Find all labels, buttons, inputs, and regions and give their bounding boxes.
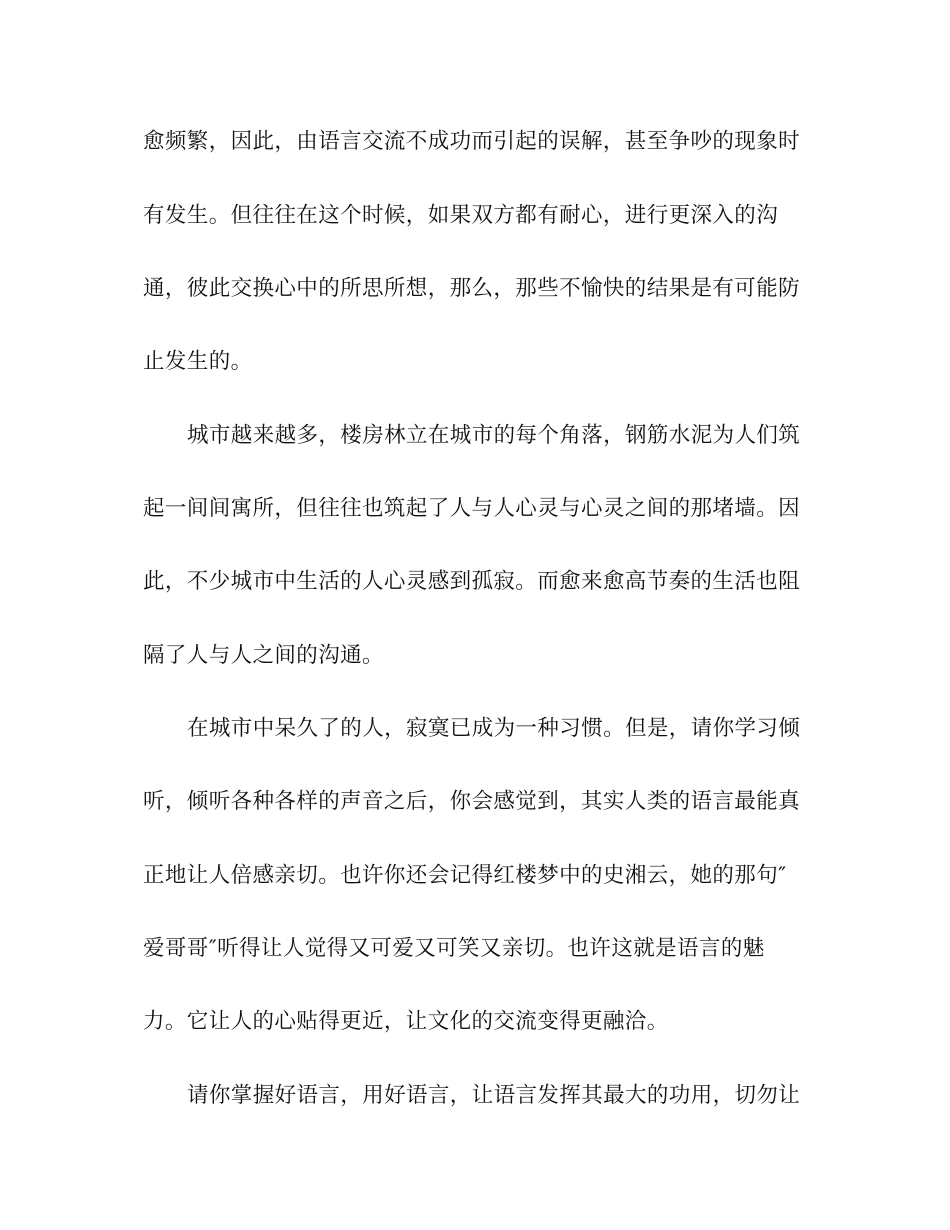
text-line: 此，不少城市中生活的人心灵感到孤寂。而愈来愈高节奏的生活也阻 bbox=[143, 569, 801, 594]
text-line: 愈频繁，因此，由语言交流不成功而引起的误解，甚至争吵的现象时 bbox=[143, 129, 801, 154]
paragraph-first-line: 城市越来越多，楼房林立在城市的每个角落，钢筋水泥为人们筑 bbox=[187, 423, 801, 448]
text-line: 起一间间寓所，但往往也筑起了人与人心灵与心灵之间的那堵墙。因 bbox=[143, 496, 801, 521]
text-line: 爱哥哥″听得让人觉得又可爱又可笑又亲切。也许这就是语言的魅 bbox=[143, 936, 765, 961]
text-line: 通，彼此交换心中的所思所想，那么，那些不愉快的结果是有可能防 bbox=[143, 276, 801, 301]
paragraph-first-line: 请你掌握好语言，用好语言，让语言发挥其最大的功用，切勿让 bbox=[187, 1083, 801, 1108]
text-line: 有发生。但往往在这个时候，如果双方都有耐心，进行更深入的沟 bbox=[143, 203, 779, 228]
text-line: 止发生的。 bbox=[143, 349, 253, 374]
text-line: 力。它让人的心贴得更近，让文化的交流变得更融洽。 bbox=[143, 1009, 669, 1034]
text-line: 隔了人与人之间的沟通。 bbox=[143, 643, 384, 668]
text-line: 正地让人倍感亲切。也许你还会记得红楼梦中的史湘云，她的那句″ bbox=[143, 863, 787, 888]
text-line: 听，倾听各种各样的声音之后，你会感觉到，其实人类的语言最能真 bbox=[143, 789, 801, 814]
paragraph-first-line: 在城市中呆久了的人，寂寞已成为一种习惯。但是，请你学习倾 bbox=[187, 716, 801, 741]
